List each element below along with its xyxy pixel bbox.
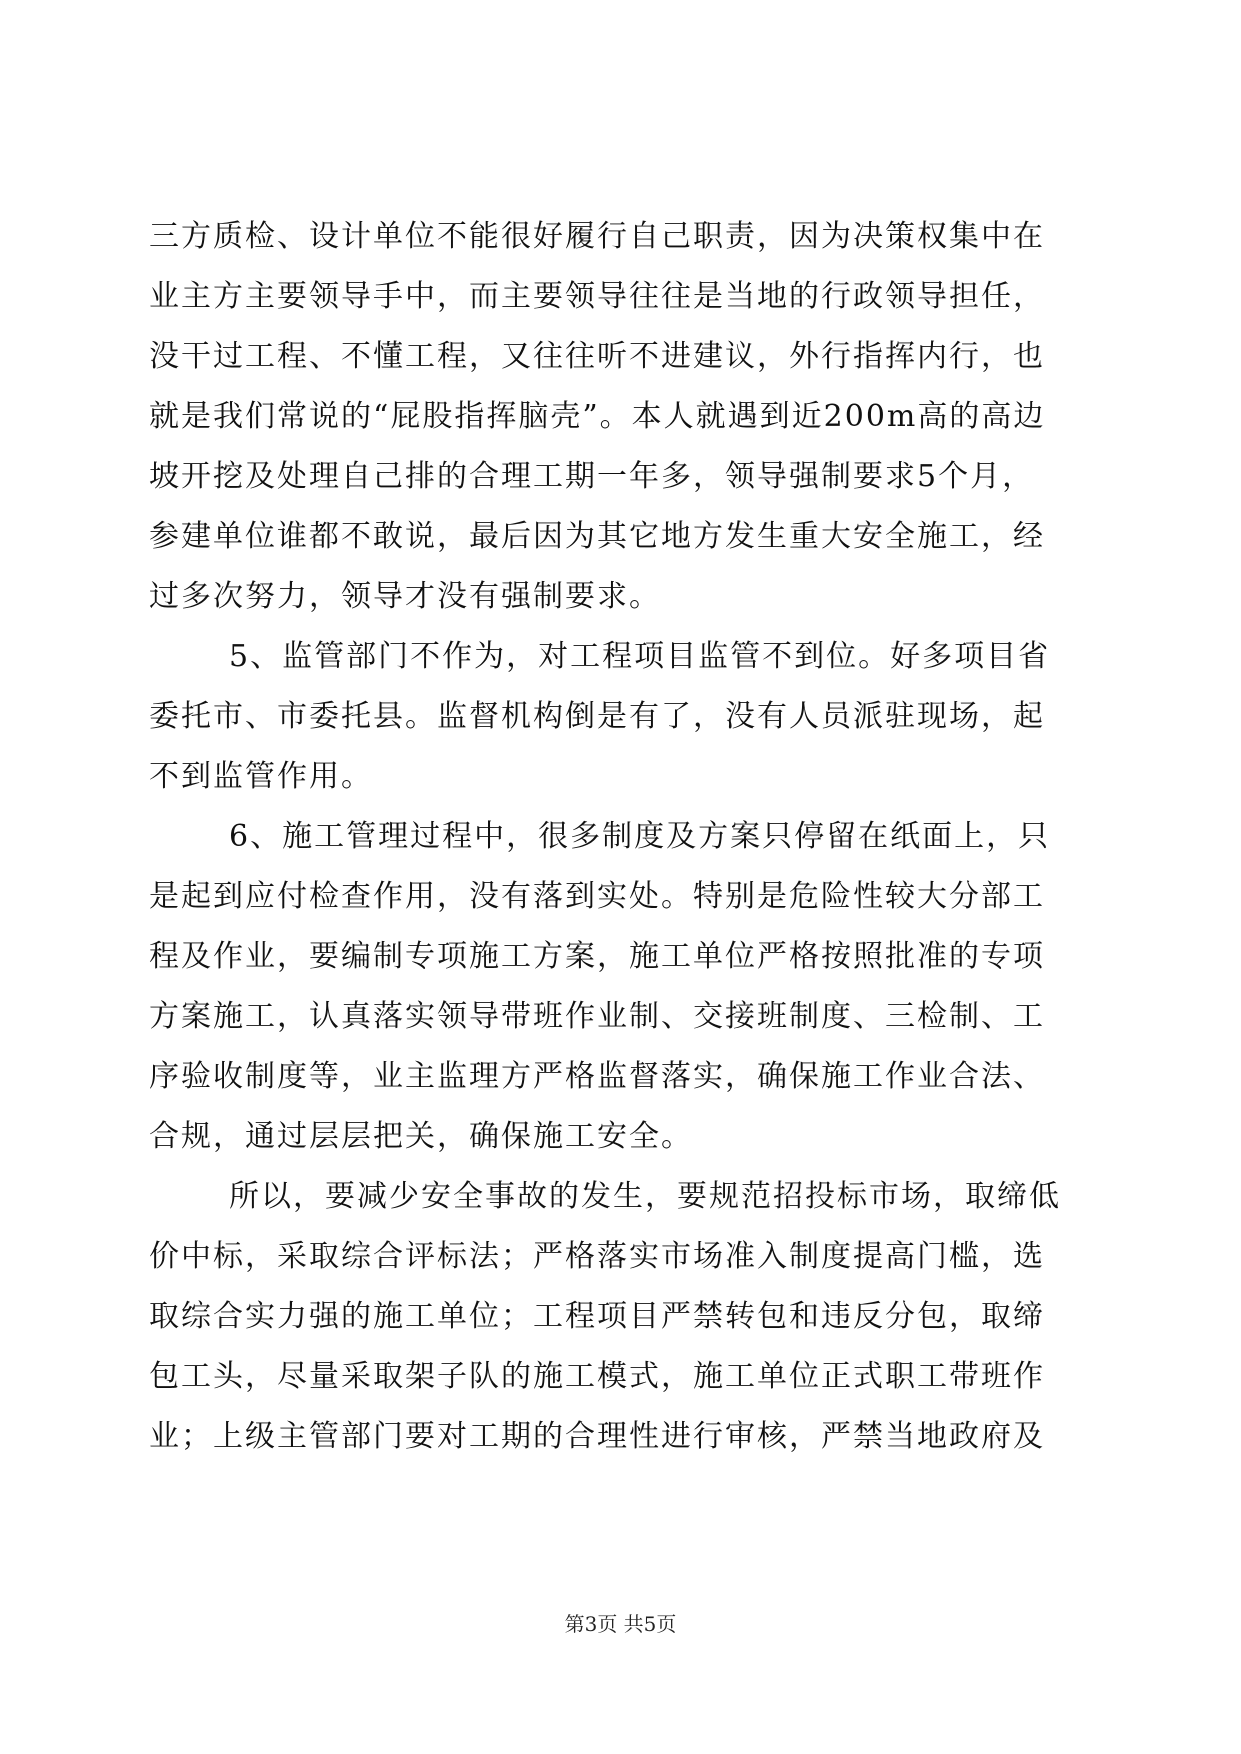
text-line: 程及作业，要编制专项施工方案，施工单位严格按照批准的专项 <box>149 939 1045 974</box>
text-line: 参建单位谁都不敢说，最后因为其它地方发生重大安全施工，经 <box>149 519 1045 554</box>
paragraph-5-start: 5、监管部门不作为，对工程项目监管不到位。好多项目省 <box>229 639 1051 674</box>
text-line: 就是我们常说的“屁股指挥脑壳”。本人就遇到近200m高的高边 <box>149 399 1046 434</box>
document-body <box>149 207 1089 1467</box>
text-line: 没干过工程、不懂工程，又往往听不进建议，外行指挥内行，也 <box>149 339 1045 374</box>
conclusion-paragraph-start: 所以，要减少安全事故的发生，要规范招投标市场，取缔低 <box>229 1179 1061 1214</box>
text-line: 价中标，采取综合评标法；严格落实市场准入制度提高门槛，选 <box>149 1239 1045 1274</box>
paragraph-6-start: 6、施工管理过程中，很多制度及方案只停留在纸面上，只 <box>229 819 1051 854</box>
text-line: 合规，通过层层把关，确保施工安全。 <box>149 1119 693 1154</box>
text-line: 业主方主要领导手中，而主要领导往往是当地的行政领导担任， <box>149 279 1045 314</box>
text-line: 序验收制度等，业主监理方严格监督落实，确保施工作业合法、 <box>149 1059 1045 1094</box>
text-line: 取综合实力强的施工单位；工程项目严禁转包和违反分包，取缔 <box>149 1299 1045 1334</box>
text-line: 过多次努力，领导才没有强制要求。 <box>149 579 661 614</box>
text-line: 包工头，尽量采取架子队的施工模式，施工单位正式职工带班作 <box>149 1359 1045 1394</box>
text-line: 不到监管作用。 <box>149 759 373 794</box>
text-line: 坡开挖及处理自己排的合理工期一年多，领导强制要求5个月， <box>149 459 1035 494</box>
page-number-footer: 第3页 共5页 <box>564 1612 677 1636</box>
text-line: 三方质检、设计单位不能很好履行自己职责，因为决策权集中在 <box>149 219 1045 254</box>
text-line: 业；上级主管部门要对工期的合理性进行审核，严禁当地政府及 <box>149 1419 1045 1454</box>
text-line: 方案施工，认真落实领导带班作业制、交接班制度、三检制、工 <box>149 999 1045 1034</box>
text-line: 委托市、市委托县。监督机构倒是有了，没有人员派驻现场，起 <box>149 699 1045 734</box>
text-line: 是起到应付检查作用，没有落到实处。特别是危险性较大分部工 <box>149 879 1045 914</box>
